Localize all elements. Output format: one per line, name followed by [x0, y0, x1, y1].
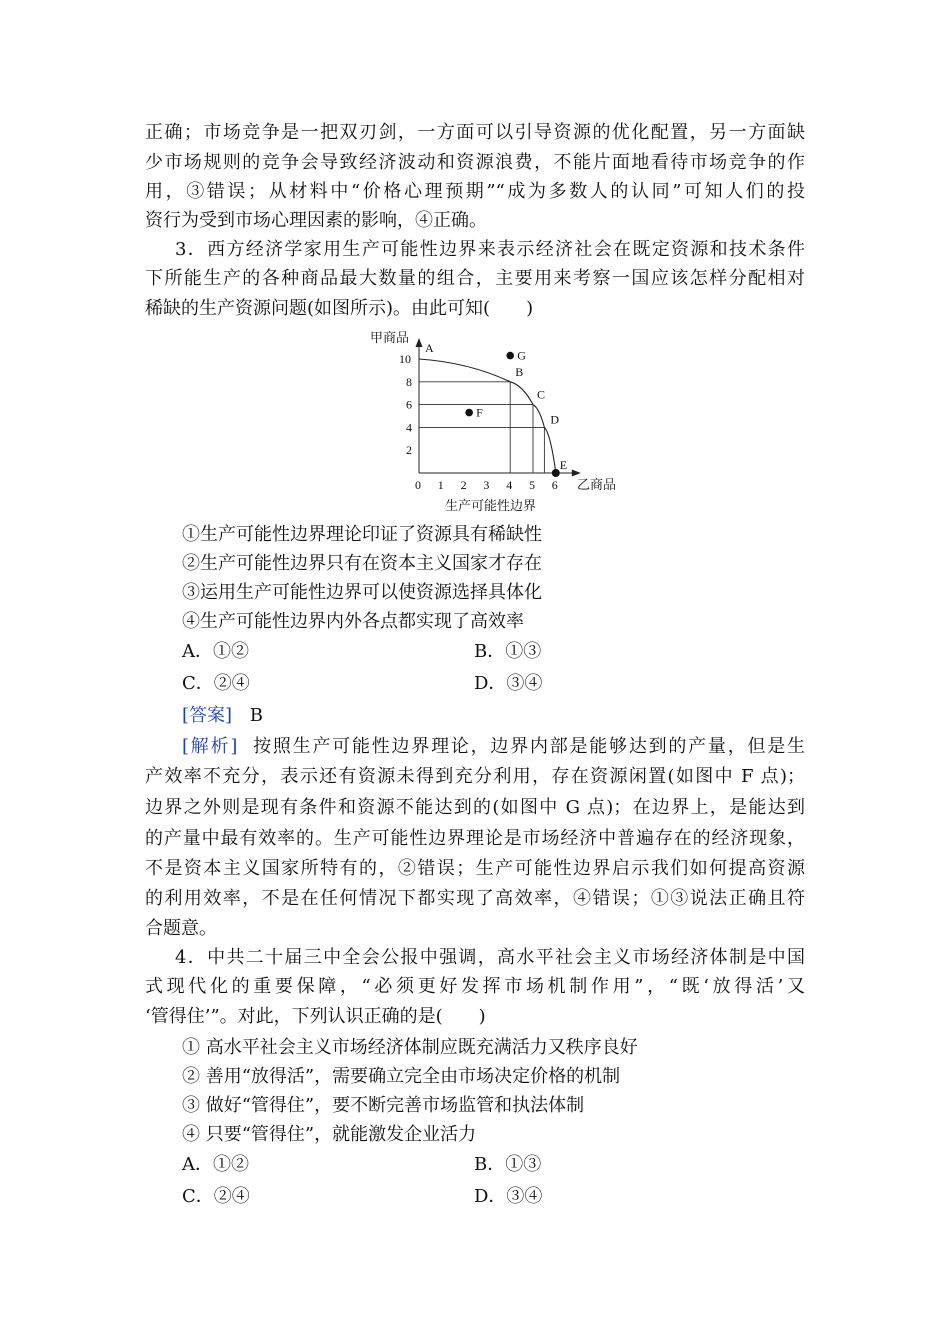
question-3-stem: 稀缺的生产资源问题(如图所示)。由此可知( ) [145, 298, 534, 319]
chart-title: 生产可能性边界 [445, 498, 537, 513]
text-line: 用，③错误；从材料中“价格心理预期”“成为多数人的认同”可知人们的投 [145, 181, 805, 202]
analysis-line: 产效率不充分，表示还有资源未得到充分利用，存在资源闲置(如图中 F 点)； [145, 766, 805, 787]
analysis-line [182, 735, 805, 759]
x-axis-label: 乙商品 [577, 477, 617, 492]
answer-tag: [答案] [182, 705, 233, 726]
statement-2: ② 善用“放得活”，需要确立完全由市场决定价格的机制 [182, 1066, 621, 1087]
x-tick-label: 6 [551, 478, 558, 492]
point-label-F: F [476, 405, 483, 420]
statement-4: ④生产可能性边界内外各点都实现了高效率 [182, 611, 524, 632]
point-label-A: A [425, 341, 434, 355]
analysis-line: 边界之外则是现有条件和资源不能达到的(如图中 G 点)；在边界上，是能达到 [145, 797, 805, 818]
statement-1: ①生产可能性边界理论印证了资源具有稀缺性 [182, 524, 542, 545]
question-3-stem: 下所能生产的各种商品最大数量的组合，主要用来考察一国应该怎样分配相对 [145, 268, 805, 289]
x-tick-label: 1 [437, 478, 444, 492]
y-axis-label: 甲商品 [370, 330, 410, 345]
question-4-stem: ‘管得住’”。对此，下列认识正确的是( ) [145, 1006, 486, 1027]
option-a: A．①② [182, 641, 249, 662]
analysis-tag: [解析] [182, 736, 238, 757]
question-4-stem: 4．中共二十届三中全会公报中强调，高水平社会主义市场经济体制是中国 [175, 947, 805, 968]
x-tick-label: 5 [529, 478, 535, 492]
point-label-C: C [537, 387, 546, 402]
frontier-curve [419, 359, 556, 473]
text-line: 少市场规则的竞争会导致经济波动和资源浪费，不能片面地看待市场竞争的作 [145, 152, 805, 173]
x-tick-label: 3 [483, 478, 490, 492]
analysis-line: 合题意。 [145, 918, 217, 939]
point-dot-E [552, 469, 560, 477]
option-d: D．③④ [474, 1186, 543, 1207]
point-label-E: E [559, 458, 568, 472]
text-line: 资行为受到市场心理因素的影响，④正确。 [145, 210, 487, 231]
analysis-line: 不是资本主义国家所特有的，②错误；生产可能性边界启示我们如何提高资源 [145, 858, 805, 879]
analysis-text: 按照生产可能性边界理论，边界内部是能够达到的产量，但是生 [251, 736, 806, 757]
y-tick-label: 8 [406, 374, 412, 389]
y-axis-arrow [416, 338, 423, 347]
x-axis-arrow [572, 470, 581, 477]
x-tick-label: 2 [460, 478, 467, 492]
option-a: A．①② [182, 1154, 249, 1175]
y-tick-label: 2 [406, 443, 412, 458]
statement-3: ③ 做好“管得住”，要不断完善市场监管和执法体制 [182, 1095, 585, 1116]
analysis-line: 的产量中最有效率的。生产可能性边界理论是市场经济中普遍存在的经济现象， [145, 828, 805, 849]
option-b: B．①③ [474, 641, 542, 662]
x-tick-label: 4 [506, 478, 513, 492]
question-4-stem: 式现代化的重要保障，“必须更好发挥市场机制作用”，“既‘放得活’又 [145, 976, 805, 997]
statement-4: ④ 只要“管得住”，就能激发企业活力 [182, 1124, 477, 1145]
option-c: C．②④ [182, 673, 250, 694]
text-line: 正确；市场竞争是一把双刃剑，一方面可以引导资源的优化配置，另一方面缺 [145, 122, 805, 143]
point-dot-F [465, 409, 473, 417]
point-label-D: D [550, 412, 560, 427]
x-tick-label: 0 [415, 478, 421, 492]
point-label-B: B [515, 364, 524, 379]
answer-value: B [249, 705, 264, 726]
statement-3: ③运用生产可能性边界可以使资源选择具体化 [182, 582, 542, 603]
option-c: C．②④ [182, 1186, 250, 1207]
y-tick-label: 10 [399, 352, 411, 366]
point-dot-G [506, 352, 514, 360]
statement-1: ① 高水平社会主义市场经济体制应既充满活力又秩序良好 [182, 1037, 638, 1058]
y-tick-label: 6 [406, 397, 412, 412]
statement-2: ②生产可能性边界只有在资本主义国家才存在 [182, 553, 542, 574]
analysis-line: 的利用效率，不是在任何情况下都实现了高效率，④错误；①③说法正确且符 [145, 888, 805, 909]
point-label-G: G [517, 348, 526, 363]
option-d: D．③④ [474, 673, 543, 694]
ppf-chart [355, 325, 645, 520]
question-3-stem: 3．西方经济学家用生产可能性边界来表示经济社会在既定资源和技术条件 [175, 239, 805, 260]
option-b: B．①③ [474, 1154, 542, 1175]
y-tick-label: 4 [406, 420, 412, 435]
answer-line [182, 704, 263, 728]
